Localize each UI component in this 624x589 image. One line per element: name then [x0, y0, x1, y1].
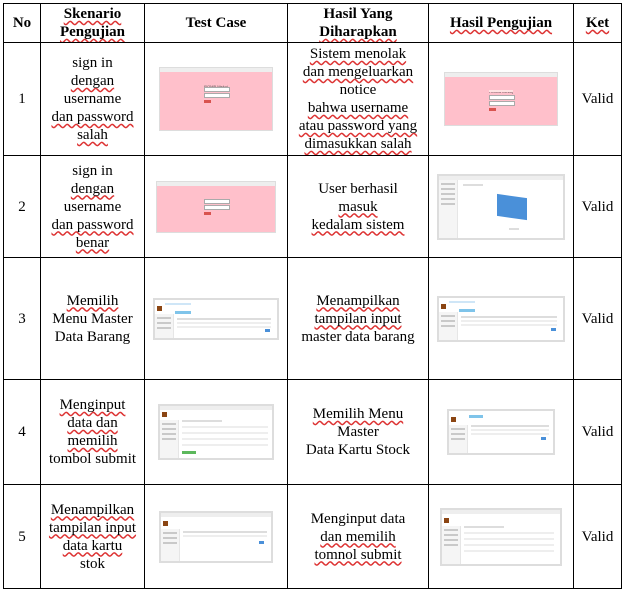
row-no: 5 [4, 485, 41, 589]
row-skenario: Memilih Menu Master Data Barang [41, 258, 145, 380]
header-ket: Ket [574, 4, 622, 43]
row-ket: Valid [574, 156, 622, 258]
result-screenshot [429, 43, 574, 156]
row-no: 2 [4, 156, 41, 258]
row-hasil: User berhasil masuk kedalam sistem [288, 156, 429, 258]
row-hasil: Sistem menolak dan mengeluarkan notice bahwa username atau password yang dimasukkan salah [288, 43, 429, 156]
row-no: 3 [4, 258, 41, 380]
row-ket: Valid [574, 380, 622, 485]
table-row [4, 43, 622, 156]
row-hasil: Menampilkan tampilan input master data barang [288, 258, 429, 380]
row-ket: Valid [574, 258, 622, 380]
result-screenshot [429, 258, 574, 380]
header-row [4, 4, 622, 43]
result-screenshot [429, 380, 574, 485]
table-row [4, 258, 622, 380]
row-skenario: sign in dengan username dan password benar [41, 156, 145, 258]
row-ket: Valid [574, 485, 622, 589]
row-skenario: Menampilkan tampilan input data kartu stok [41, 485, 145, 589]
header-test-case: Test Case [145, 4, 288, 43]
header-hasil-pengujian: Hasil Pengujian [429, 4, 574, 43]
row-hasil: Menginput data dan memilih tomnol submit [288, 485, 429, 589]
row-skenario: sign in dengan username dan password salah [41, 43, 145, 156]
test-case-screenshot [145, 380, 288, 485]
header-hasil-diharapkan: Hasil Yang Diharapkan [288, 4, 429, 43]
table-row [4, 380, 622, 485]
header-no: No [4, 4, 41, 43]
row-no: 1 [4, 43, 41, 156]
row-no: 4 [4, 380, 41, 485]
test-case-screenshot [145, 258, 288, 380]
test-case-screenshot [145, 485, 288, 589]
test-case-screenshot [145, 43, 288, 156]
header-skenario: Skenario Pengujian [41, 4, 145, 43]
table-row [4, 156, 622, 258]
result-screenshot [429, 485, 574, 589]
row-skenario: Menginput data dan memilih tombol submit [41, 380, 145, 485]
result-screenshot [429, 156, 574, 258]
row-ket: Valid [574, 43, 622, 156]
row-hasil: Memilih Menu Master Data Kartu Stock [288, 380, 429, 485]
table-row [4, 485, 622, 589]
test-table [3, 3, 622, 589]
test-case-screenshot [145, 156, 288, 258]
